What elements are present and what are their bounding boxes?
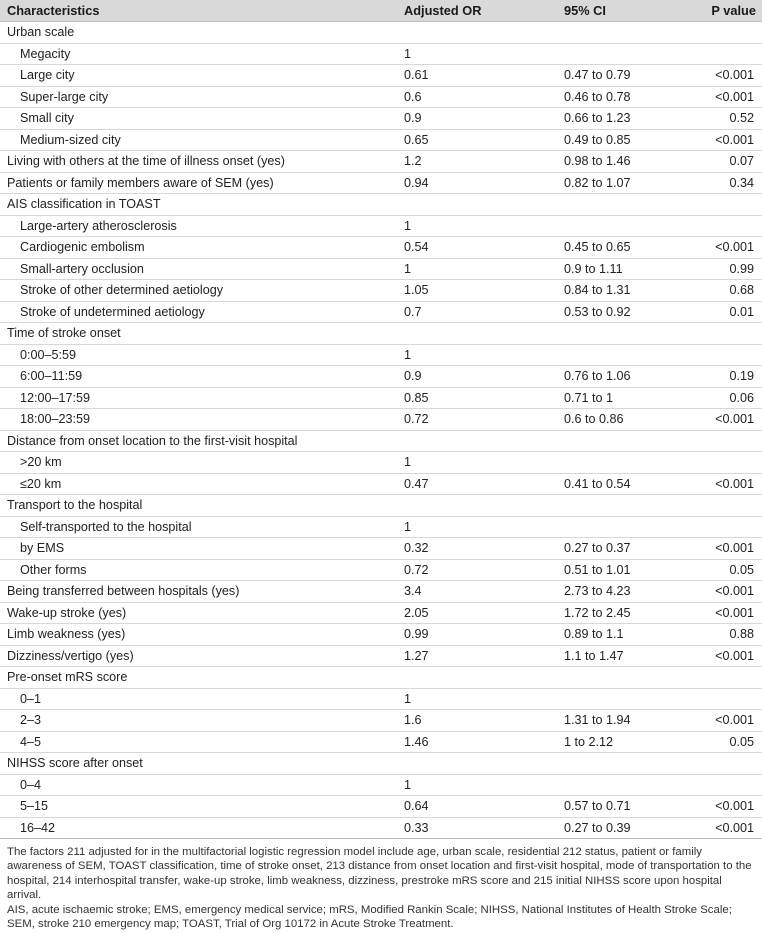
- cell-adjusted-or: 1.05: [397, 280, 557, 302]
- cell-adjusted-or: [397, 753, 557, 775]
- cell-p-value: [704, 753, 762, 775]
- cell-characteristic: 0–1: [0, 688, 397, 710]
- table-row: [0, 86, 762, 108]
- cell-ci: [557, 344, 704, 366]
- table-row: [0, 559, 762, 581]
- cell-ci: 0.89 to 1.1: [557, 624, 704, 646]
- table-row: [0, 215, 762, 237]
- cell-characteristic: Small city: [0, 108, 397, 130]
- table-row: [0, 753, 762, 775]
- cell-characteristic: 6:00–11:59: [0, 366, 397, 388]
- header-adjusted-or: Adjusted OR: [397, 0, 557, 22]
- cell-ci: [557, 667, 704, 689]
- cell-ci: [557, 452, 704, 474]
- cell-ci: 0.41 to 0.54: [557, 473, 704, 495]
- cell-adjusted-or: 0.64: [397, 796, 557, 818]
- cell-adjusted-or: 0.6: [397, 86, 557, 108]
- cell-p-value: 0.19: [704, 366, 762, 388]
- cell-p-value: [704, 194, 762, 216]
- table-row: [0, 258, 762, 280]
- cell-characteristic: by EMS: [0, 538, 397, 560]
- footnote-adjusted-factors: The factors 211 adjusted for in the multifactorial logistic regression model include age, urban scale, residential 212 status, patient or family awareness of SEM, TOAST classification, time of stroke onset, 213 distance from onset location and first-visit hospital, mode of transportation to the hospital, 214 interhospital transfer, wake-up stroke, limb weakness, dizziness, prestroke mRS score and 215 initial NIHSS score upon hospital arrival.: [7, 846, 752, 902]
- cell-p-value: 0.05: [704, 559, 762, 581]
- table-row: [0, 129, 762, 151]
- cell-adjusted-or: 2.05: [397, 602, 557, 624]
- cell-p-value: [704, 344, 762, 366]
- table-row: [0, 430, 762, 452]
- cell-ci: 0.71 to 1: [557, 387, 704, 409]
- cell-characteristic: 5–15: [0, 796, 397, 818]
- cell-characteristic: Dizziness/vertigo (yes): [0, 645, 397, 667]
- table-row: [0, 409, 762, 431]
- cell-adjusted-or: 1: [397, 258, 557, 280]
- cell-p-value: <0.001: [704, 796, 762, 818]
- cell-p-value: 0.99: [704, 258, 762, 280]
- cell-characteristic: Self-transported to the hospital: [0, 516, 397, 538]
- cell-ci: 1.31 to 1.94: [557, 710, 704, 732]
- table-row: [0, 796, 762, 818]
- table-row: [0, 538, 762, 560]
- cell-p-value: <0.001: [704, 129, 762, 151]
- cell-ci: [557, 495, 704, 517]
- cell-characteristic: Limb weakness (yes): [0, 624, 397, 646]
- table-row: [0, 452, 762, 474]
- cell-adjusted-or: 0.7: [397, 301, 557, 323]
- cell-adjusted-or: [397, 323, 557, 345]
- cell-adjusted-or: [397, 430, 557, 452]
- cell-p-value: <0.001: [704, 409, 762, 431]
- cell-characteristic: 4–5: [0, 731, 397, 753]
- cell-characteristic: Wake-up stroke (yes): [0, 602, 397, 624]
- cell-characteristic: Megacity: [0, 43, 397, 65]
- table-row: [0, 194, 762, 216]
- cell-adjusted-or: 1.27: [397, 645, 557, 667]
- cell-ci: 0.45 to 0.65: [557, 237, 704, 259]
- table-row: [0, 473, 762, 495]
- cell-p-value: 0.06: [704, 387, 762, 409]
- cell-adjusted-or: 0.72: [397, 409, 557, 431]
- cell-adjusted-or: [397, 22, 557, 44]
- footnote-abbreviations: AIS, acute ischaemic stroke; EMS, emergency medical service; mRS, Modified Rankin Scale; NIHSS, National Institutes of Health Stroke Scale; SEM, stroke 210 emergency map; TOAST, Trial of Org 10172 in Acute Stroke Treatment.: [7, 903, 732, 931]
- cell-characteristic: 16–42: [0, 817, 397, 839]
- cell-characteristic: Patients or family members aware of SEM (yes): [0, 172, 397, 194]
- cell-characteristic: Cardiogenic embolism: [0, 237, 397, 259]
- cell-ci: [557, 194, 704, 216]
- cell-ci: 0.49 to 0.85: [557, 129, 704, 151]
- cell-p-value: [704, 452, 762, 474]
- cell-ci: 0.9 to 1.11: [557, 258, 704, 280]
- table-body: [0, 22, 762, 839]
- cell-characteristic: Large-artery atherosclerosis: [0, 215, 397, 237]
- header-ci: 95% CI: [557, 0, 704, 22]
- cell-ci: 2.73 to 4.23: [557, 581, 704, 603]
- cell-p-value: [704, 688, 762, 710]
- cell-adjusted-or: 1.6: [397, 710, 557, 732]
- cell-characteristic: Medium-sized city: [0, 129, 397, 151]
- cell-ci: [557, 323, 704, 345]
- table-row: [0, 387, 762, 409]
- cell-adjusted-or: 1: [397, 516, 557, 538]
- table-row: [0, 774, 762, 796]
- cell-ci: 0.47 to 0.79: [557, 65, 704, 87]
- table-row: [0, 495, 762, 517]
- cell-adjusted-or: 1.46: [397, 731, 557, 753]
- cell-p-value: <0.001: [704, 473, 762, 495]
- cell-p-value: <0.001: [704, 581, 762, 603]
- table-row: [0, 688, 762, 710]
- cell-adjusted-or: 1: [397, 43, 557, 65]
- table-row: [0, 237, 762, 259]
- cell-characteristic: Small-artery occlusion: [0, 258, 397, 280]
- cell-characteristic: Super-large city: [0, 86, 397, 108]
- cell-p-value: [704, 516, 762, 538]
- cell-adjusted-or: 1: [397, 215, 557, 237]
- cell-ci: 0.27 to 0.37: [557, 538, 704, 560]
- table-row: [0, 344, 762, 366]
- table-header: [0, 0, 762, 22]
- cell-characteristic: 12:00–17:59: [0, 387, 397, 409]
- cell-characteristic: ≤20 km: [0, 473, 397, 495]
- cell-p-value: <0.001: [704, 602, 762, 624]
- cell-characteristic: Large city: [0, 65, 397, 87]
- cell-p-value: [704, 774, 762, 796]
- table-row: [0, 817, 762, 839]
- cell-p-value: [704, 22, 762, 44]
- cell-ci: [557, 774, 704, 796]
- table-row: [0, 602, 762, 624]
- cell-ci: 0.76 to 1.06: [557, 366, 704, 388]
- cell-ci: 0.27 to 0.39: [557, 817, 704, 839]
- table-row: [0, 301, 762, 323]
- cell-adjusted-or: 0.61: [397, 65, 557, 87]
- cell-characteristic: 2–3: [0, 710, 397, 732]
- cell-p-value: <0.001: [704, 817, 762, 839]
- cell-characteristic: 0–4: [0, 774, 397, 796]
- cell-p-value: 0.07: [704, 151, 762, 173]
- cell-p-value: 0.52: [704, 108, 762, 130]
- cell-ci: [557, 215, 704, 237]
- cell-characteristic: Pre-onset mRS score: [0, 667, 397, 689]
- header-characteristics: Characteristics: [0, 0, 397, 22]
- cell-characteristic: Urban scale: [0, 22, 397, 44]
- table-row: [0, 667, 762, 689]
- cell-characteristic: Time of stroke onset: [0, 323, 397, 345]
- cell-characteristic: 18:00–23:59: [0, 409, 397, 431]
- cell-p-value: 0.68: [704, 280, 762, 302]
- table-row: [0, 151, 762, 173]
- cell-adjusted-or: 1: [397, 774, 557, 796]
- cell-adjusted-or: 0.47: [397, 473, 557, 495]
- cell-p-value: [704, 215, 762, 237]
- cell-p-value: 0.05: [704, 731, 762, 753]
- cell-ci: [557, 43, 704, 65]
- cell-ci: 0.84 to 1.31: [557, 280, 704, 302]
- cell-p-value: [704, 43, 762, 65]
- cell-ci: [557, 753, 704, 775]
- table-row: [0, 516, 762, 538]
- table-row: [0, 108, 762, 130]
- cell-p-value: <0.001: [704, 237, 762, 259]
- cell-characteristic: 0:00–5:59: [0, 344, 397, 366]
- cell-adjusted-or: 0.85: [397, 387, 557, 409]
- table-row: [0, 710, 762, 732]
- cell-adjusted-or: [397, 667, 557, 689]
- table-row: [0, 581, 762, 603]
- cell-ci: 0.66 to 1.23: [557, 108, 704, 130]
- cell-adjusted-or: 0.65: [397, 129, 557, 151]
- cell-p-value: [704, 430, 762, 452]
- cell-adjusted-or: 1: [397, 344, 557, 366]
- cell-adjusted-or: 0.54: [397, 237, 557, 259]
- cell-adjusted-or: 0.32: [397, 538, 557, 560]
- cell-ci: 0.6 to 0.86: [557, 409, 704, 431]
- cell-adjusted-or: 1: [397, 452, 557, 474]
- cell-p-value: <0.001: [704, 65, 762, 87]
- cell-ci: [557, 430, 704, 452]
- cell-adjusted-or: 3.4: [397, 581, 557, 603]
- table-row: [0, 172, 762, 194]
- cell-ci: 1.1 to 1.47: [557, 645, 704, 667]
- cell-characteristic: Other forms: [0, 559, 397, 581]
- cell-p-value: <0.001: [704, 538, 762, 560]
- cell-characteristic: Stroke of undetermined aetiology: [0, 301, 397, 323]
- cell-adjusted-or: 1: [397, 688, 557, 710]
- cell-ci: 1 to 2.12: [557, 731, 704, 753]
- table-row: [0, 43, 762, 65]
- cell-p-value: [704, 667, 762, 689]
- cell-ci: 0.53 to 0.92: [557, 301, 704, 323]
- cell-ci: 0.82 to 1.07: [557, 172, 704, 194]
- cell-adjusted-or: 0.9: [397, 108, 557, 130]
- cell-characteristic: AIS classification in TOAST: [0, 194, 397, 216]
- table-row: [0, 22, 762, 44]
- cell-ci: 0.51 to 1.01: [557, 559, 704, 581]
- cell-adjusted-or: 0.72: [397, 559, 557, 581]
- table-row: [0, 323, 762, 345]
- table-row: [0, 366, 762, 388]
- cell-ci: 1.72 to 2.45: [557, 602, 704, 624]
- cell-p-value: 0.88: [704, 624, 762, 646]
- cell-ci: 0.98 to 1.46: [557, 151, 704, 173]
- cell-adjusted-or: 0.99: [397, 624, 557, 646]
- cell-characteristic: NIHSS score after onset: [0, 753, 397, 775]
- cell-p-value: <0.001: [704, 645, 762, 667]
- cell-adjusted-or: 0.33: [397, 817, 557, 839]
- table-row: [0, 731, 762, 753]
- cell-ci: [557, 688, 704, 710]
- cell-p-value: [704, 495, 762, 517]
- cell-characteristic: Distance from onset location to the first-visit hospital: [0, 430, 397, 452]
- cell-characteristic: >20 km: [0, 452, 397, 474]
- cell-adjusted-or: 0.9: [397, 366, 557, 388]
- table-row: [0, 65, 762, 87]
- cell-ci: [557, 516, 704, 538]
- cell-ci: 0.57 to 0.71: [557, 796, 704, 818]
- table-footnotes: [0, 839, 762, 931]
- cell-adjusted-or: [397, 194, 557, 216]
- cell-adjusted-or: 1.2: [397, 151, 557, 173]
- cell-ci: 0.46 to 0.78: [557, 86, 704, 108]
- cell-characteristic: Living with others at the time of illness onset (yes): [0, 151, 397, 173]
- cell-adjusted-or: 0.94: [397, 172, 557, 194]
- cell-ci: [557, 22, 704, 44]
- table-row: [0, 624, 762, 646]
- cell-p-value: [704, 323, 762, 345]
- table-row: [0, 645, 762, 667]
- cell-p-value: 0.01: [704, 301, 762, 323]
- table-row: [0, 280, 762, 302]
- cell-characteristic: Being transferred between hospitals (yes): [0, 581, 397, 603]
- header-p-value: P value: [704, 0, 762, 22]
- cell-characteristic: Stroke of other determined aetiology: [0, 280, 397, 302]
- header-row: [0, 0, 762, 22]
- cell-p-value: <0.001: [704, 86, 762, 108]
- cell-p-value: 0.34: [704, 172, 762, 194]
- cell-adjusted-or: [397, 495, 557, 517]
- cell-p-value: <0.001: [704, 710, 762, 732]
- cell-characteristic: Transport to the hospital: [0, 495, 397, 517]
